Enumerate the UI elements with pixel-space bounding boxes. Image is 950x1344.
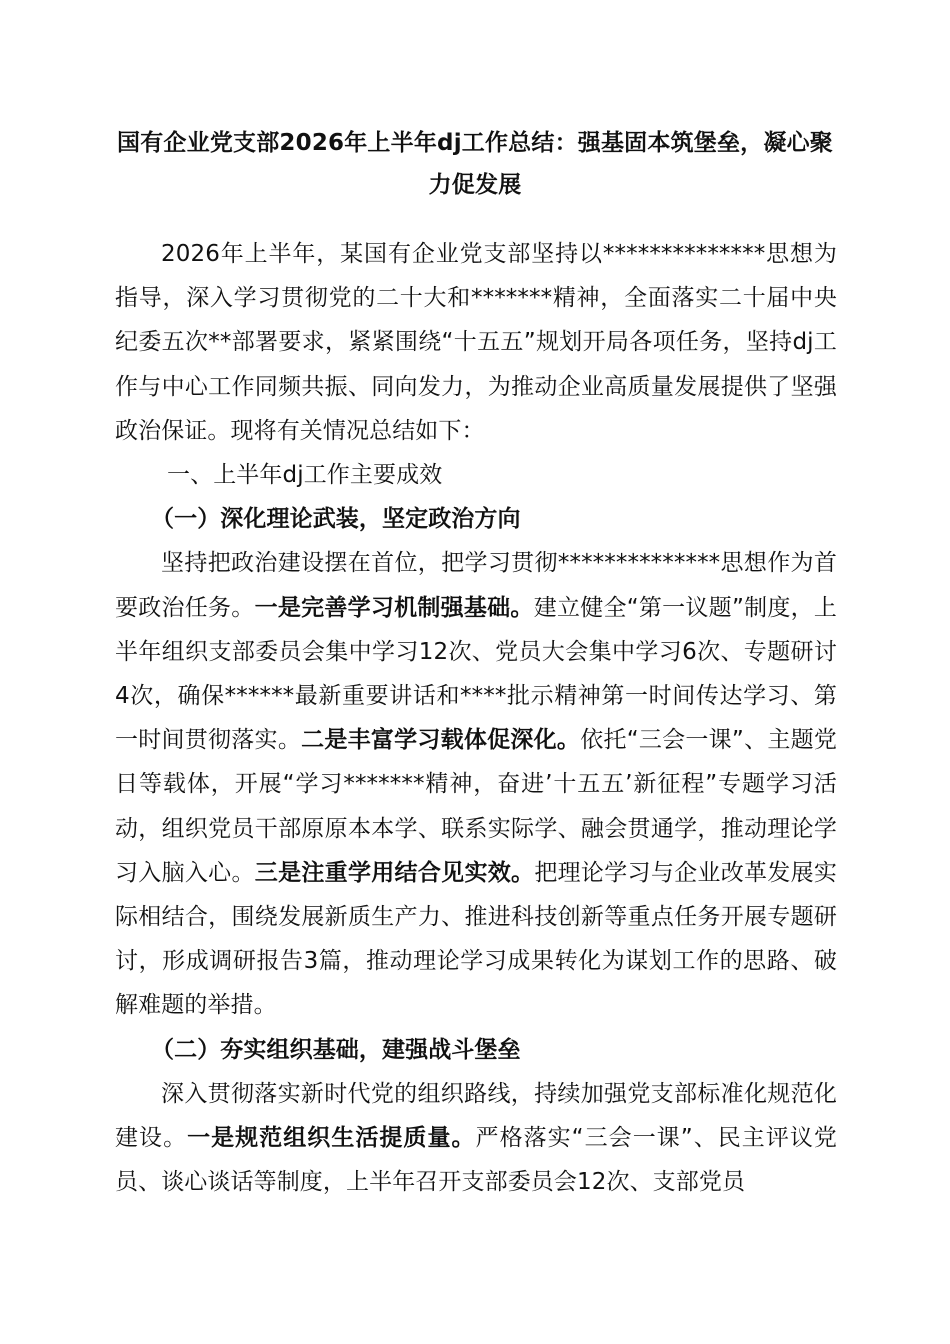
subsection-heading-1: （一）深化理论武装，坚定政治方向 bbox=[151, 506, 521, 533]
paragraph-lead: 深入贯彻落实新时代党的组织路线，持续加强党支部标准化规范化建设。 bbox=[115, 1080, 837, 1152]
document-body bbox=[115, 232, 837, 1204]
intro-paragraph: 2026年上半年，某国有企业党支部坚持以**************思想为指导，深入学习贯彻党的二十大和*******精神，全面落实二十届中央纪委五次**部署要求，紧紧围绕“十五五”规划开局各项任务，坚持dj工作与中心工作同频共振、同向发力，为推动企业高质量发展提供了坚强政治保证。现将有关情况总结如下： bbox=[115, 241, 837, 444]
key-point-text: 把理论学习与企业改革发展实际相结合，围绕发展新质生产力、推进科技创新等重点任务开展专题研讨，形成调研报告3篇，推动理论学习成果转化为谋划工作的思路、破解难题的举措。 bbox=[115, 859, 837, 1019]
key-point-title: 三是注重学用结合见实效。 bbox=[254, 859, 535, 886]
subsection-2-paragraph bbox=[115, 1072, 837, 1205]
key-point-text: 依托“三会一课”、主题党日等载体，开展“学习*******精神，奋进’十五五’新征程”专题学习活动，组织党员干部原原本本学、联系实际学、融会贯通学，推动理论学习入脑入心。 bbox=[115, 727, 837, 886]
subsection-1-paragraph bbox=[115, 541, 837, 1027]
document-title: 国有企业党支部2026年上半年dj工作总结：强基固本筑堡垒，凝心聚力促发展 bbox=[117, 130, 833, 198]
key-point-title: 二是丰富学习载体促深化。 bbox=[301, 727, 581, 754]
key-point-text: 严格落实“三会一课”、民主评议党员、谈心谈话等制度，上半年召开支部委员会12次、支部党员 bbox=[115, 1125, 837, 1196]
key-point-title: 一是规范组织生活提质量。 bbox=[187, 1125, 476, 1152]
subsection-heading-2: （二）夯实组织基础，建强战斗堡垒 bbox=[151, 1036, 521, 1063]
section-heading: 一、上半年dj工作主要成效 bbox=[167, 462, 443, 489]
paragraph-lead: 坚持把政治建设摆在首位，把学习贯彻**************思想作为首要政治任务。 bbox=[115, 550, 837, 621]
key-point-title: 一是完善学习机制强基础。 bbox=[254, 594, 534, 621]
key-point-text: 建立健全“第一议题”制度，上半年组织支部委员会集中学习12次、党员大会集中学习6次、专题研讨4次，确保******最新重要讲话和****批示精神第一时间传达学习、第一时间贯彻落实。 bbox=[115, 594, 837, 754]
